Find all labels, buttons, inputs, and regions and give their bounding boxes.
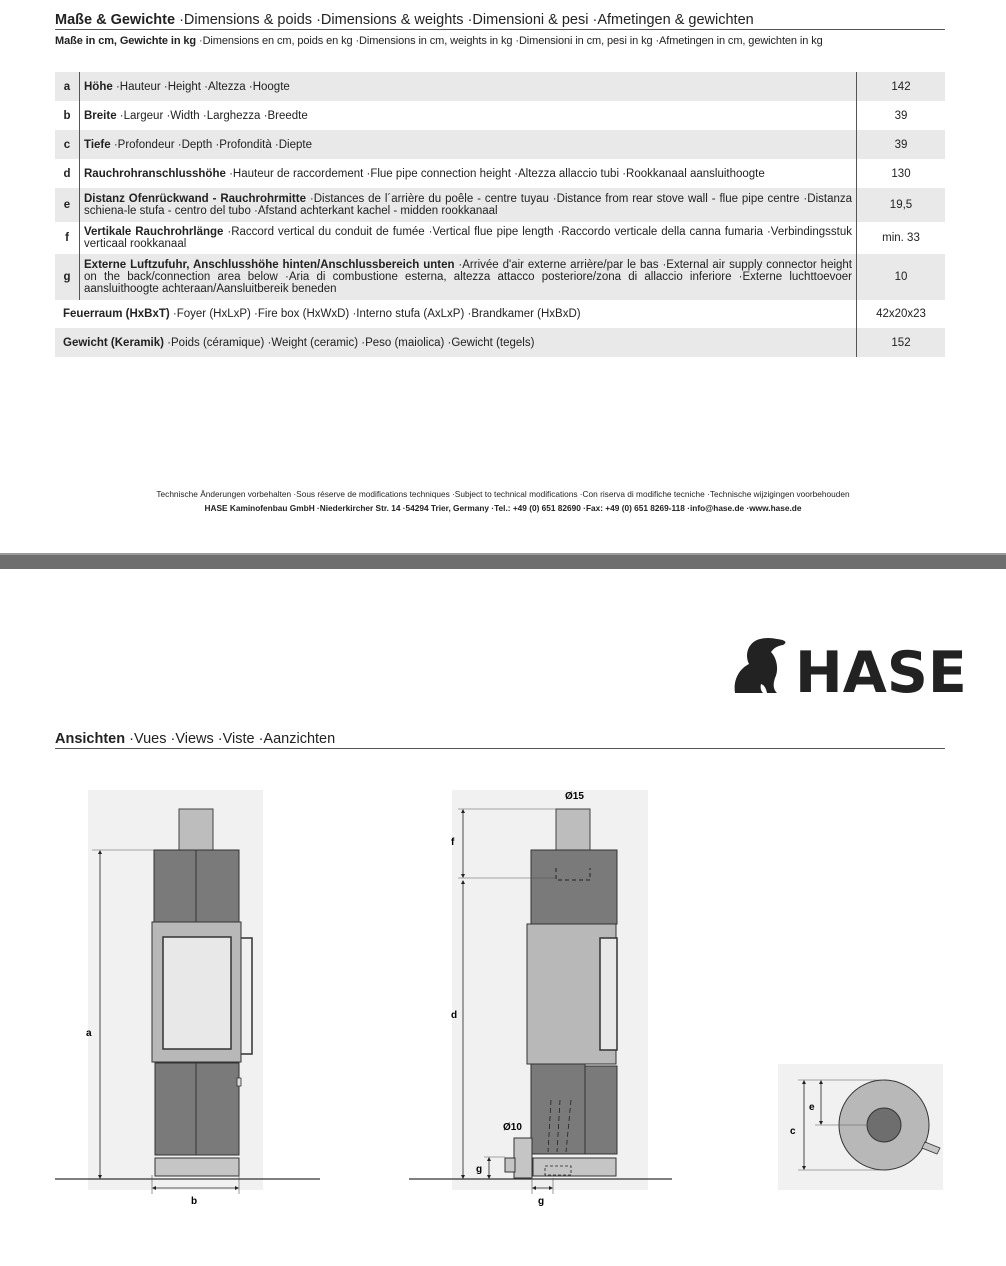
hase-logo xyxy=(733,636,967,706)
row-label: Feuerraum (HxBxT) ·Foyer (HxLxP) ·Fire box (HxWxD) ·Interno stufa (AxLxP) ·Brandkamer (HxBxD) xyxy=(63,308,581,320)
table-row xyxy=(55,300,945,328)
side-view xyxy=(409,790,672,1207)
page-divider xyxy=(0,553,1006,569)
table-row xyxy=(55,188,945,222)
row-key: f xyxy=(55,222,80,254)
row-label: Externe Luftzufuhr, Anschlusshöhe hinten/Anschlussbereich unten ·Arrivée d'air externe arrière/par le bas ·External air supply connector height on the back/connection area below ·Aria di combustione esterna, altezza attacco posteriore/zona di allaccio inferiore ·Externe luchttoevoer aansluithoogte achteraan/Aansluitbereik beneden xyxy=(80,254,857,300)
air-diameter-label: Ø10 xyxy=(503,1122,522,1133)
row-value: 130 xyxy=(857,159,946,188)
table-row xyxy=(55,328,945,357)
row-value: min. 33 xyxy=(857,222,946,254)
dimension-c-label: c xyxy=(790,1126,796,1137)
dimension-b-label: b xyxy=(191,1196,198,1207)
row-value: 152 xyxy=(857,328,946,357)
front-view xyxy=(55,790,320,1207)
row-key: e xyxy=(55,188,80,222)
dimension-e-label: e xyxy=(809,1102,815,1113)
logo-text: HASE xyxy=(795,640,967,706)
row-label: Breite ·Largeur ·Width ·Larghezza ·Breedte xyxy=(84,109,308,122)
dimension-g-bottom-label: g xyxy=(538,1196,545,1207)
top-view xyxy=(778,1064,943,1190)
row-label: Vertikale Rauchrohrlänge ·Raccord vertical du conduit de fumée ·Vertical flue pipe length ·Raccordo verticale della canna fumaria ·Verbindingsstuk verticaal rookkanaal xyxy=(84,226,852,250)
dimension-g-label: g xyxy=(476,1164,483,1175)
dimensions-subheading: Maße in cm, Gewichte in kg ·Dimensions en cm, poids en kg ·Dimensions in cm, weights in kg ·Dimensioni in cm, pesi in kg ·Afmetingen in cm, gewichten in kg xyxy=(55,35,823,47)
disclaimer-text: Technische Änderungen vorbehalten ·Sous réserve de modifications techniques ·Subject to technical modifications ·Con riserva di modifiche tecniche ·Technische wijzigingen voorbehouden xyxy=(156,489,850,499)
flue-diameter-label: Ø15 xyxy=(565,791,584,802)
row-value: 142 xyxy=(857,72,946,101)
table-row xyxy=(55,101,945,130)
views-heading: Ansichten ·Vues ·Views ·Viste ·Aanzichten xyxy=(55,731,945,749)
dimensions-heading: Maße & Gewichte ·Dimensions & poids ·Dimensions & weights ·Dimensioni & pesi ·Afmetingen & gewichten xyxy=(55,12,945,30)
table-row xyxy=(55,254,945,300)
company-address: HASE Kaminofenbau GmbH ·Niederkircher Str. 14 ·54294 Trier, Germany ·Tel.: +49 (0) 651 82690 ·Fax: +49 (0) 651 8269-118 ·info@hase.de ·www.hase.de xyxy=(204,503,802,513)
table-row xyxy=(55,159,945,188)
row-label: Gewicht (Keramik) ·Poids (céramique) ·Weight (ceramic) ·Peso (maiolica) ·Gewicht (tegels) xyxy=(55,328,857,357)
dimensions-table xyxy=(55,72,945,357)
row-value: 39 xyxy=(857,101,946,130)
table-row xyxy=(55,72,945,101)
hare-icon xyxy=(733,636,967,706)
dimension-d-label: d xyxy=(451,1010,458,1021)
row-value: 19,5 xyxy=(857,188,946,222)
row-label: Höhe ·Hauteur ·Height ·Altezza ·Hoogte xyxy=(80,72,857,101)
dimension-a-label: a xyxy=(86,1028,92,1039)
row-key: c xyxy=(55,130,80,159)
row-label: Rauchrohranschlusshöhe ·Hauteur de raccordement ·Flue pipe connection height ·Altezza allaccio tubi ·Rookkanaal aansluithoogte xyxy=(84,167,765,180)
row-label: Distanz Ofenrückwand - Rauchrohrmitte ·Distances de l´arrière du poêle - centre tuyau ·Distance from rear stove wall - flue pipe centre ·Distanza schiena-le stufa - centro del tubo ·Afstand achterkant kachel - midden rookkanaal xyxy=(80,188,857,222)
row-key: g xyxy=(55,254,80,300)
table-row xyxy=(55,222,945,254)
row-label: Tiefe ·Profondeur ·Depth ·Profondità ·Diepte xyxy=(80,130,857,159)
technical-drawings xyxy=(0,770,1006,1220)
row-key: a xyxy=(55,72,80,101)
row-value: 10 xyxy=(857,254,946,300)
dimension-f-label: f xyxy=(451,837,455,848)
table-row xyxy=(55,130,945,159)
row-key: b xyxy=(55,101,80,130)
row-key: d xyxy=(55,159,80,188)
row-value: 39 xyxy=(857,130,946,159)
row-value: 42x20x23 xyxy=(857,300,946,328)
